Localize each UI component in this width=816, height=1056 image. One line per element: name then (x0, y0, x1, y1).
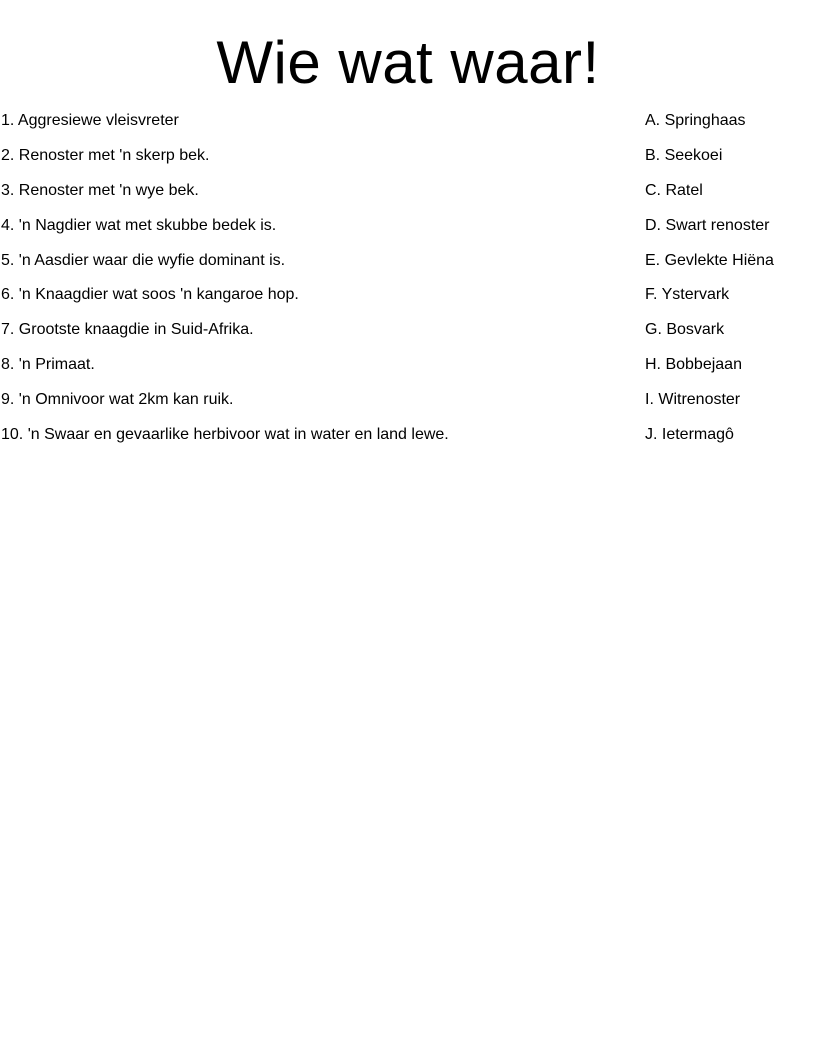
answer-item: A. Springhaas (645, 112, 746, 129)
clue-list (1, 111, 449, 460)
answer-item: F. Ystervark (645, 286, 730, 304)
answer-item: D. Swart renoster (645, 216, 770, 234)
answer-item: H. Bobbejaan (645, 356, 742, 374)
answer-list (645, 111, 774, 460)
clue-item: 1. Aggresiewe vleisvreter (1, 112, 179, 129)
clue-item: 3. Renoster met 'n wye bek. (1, 181, 199, 199)
answer-item: I. Witrenoster (645, 391, 741, 409)
clue-item: 4. 'n Nagdier wat met skubbe bedek is. (1, 216, 277, 234)
answer-item: B. Seekoei (645, 146, 723, 164)
clue-item: 8. 'n Primaat. (1, 356, 95, 374)
clue-item: 2. Renoster met 'n skerp bek. (1, 146, 210, 164)
answer-item: G. Bosvark (645, 321, 725, 339)
answer-item: J. Ietermagô (645, 426, 734, 444)
clue-item: 7. Grootste knaagdie in Suid-Afrika. (1, 321, 254, 339)
answer-item: E. Gevlekte Hiëna (645, 251, 774, 269)
page-title: Wie wat waar! (216, 29, 600, 96)
clue-item: 5. 'n Aasdier waar die wyfie dominant is. (1, 251, 286, 269)
clue-item: 9. 'n Omnivoor wat 2km kan ruik. (1, 391, 234, 409)
clue-item: 10. 'n Swaar en gevaarlike herbivoor wat in water en land lewe. (1, 426, 449, 444)
clue-item: 6. 'n Knaagdier wat soos 'n kangaroe hop. (1, 286, 299, 304)
answer-item: C. Ratel (645, 181, 703, 199)
